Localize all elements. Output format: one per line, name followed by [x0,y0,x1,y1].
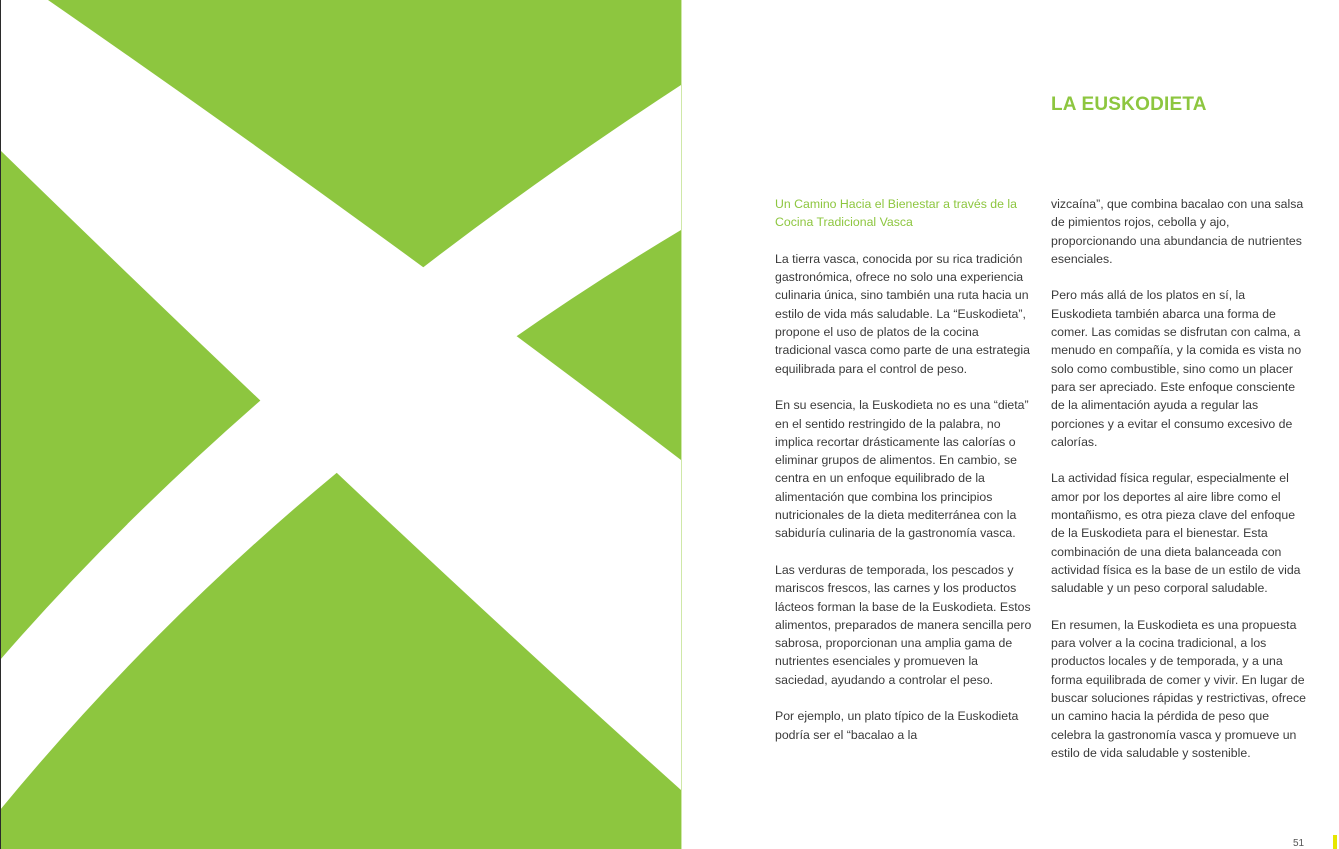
body-paragraph: Pero más allá de los platos en sí, la Euskodieta también abarca una forma de comer. Las comidas se disfrutan con calma, a menudo en compañía, y la comida es vista no solo como combustible, sino como un placer para ser apreciado. Este enfoque consciente de la alimentación ayuda a regular las porciones y a evitar el consumo excesivo de calorías. [1051,288,1302,449]
body-paragraph: La actividad física regular, especialmente el amor por los deportes al aire libre como el montañismo, es otra pieza clave del enfoque de la Euskodieta para el bienestar. Esta combinación de una dieta balanceada con actividad física es la base de un estilo de vida saludable y un peso corporal saludable. [1051,471,1301,596]
body-paragraph: En resumen, la Euskodieta es una propuesta para volver a la cocina tradicional, a los productos locales y de temporada, y a una forma equilibrada de comer y vivir. En lugar de buscar soluciones rápidas y restrictivas, ofrece un camino hacia la pérdida de peso que celebra la gastronomía vasca y promueve un estilo de vida saludable y sostenible. [1051,617,1306,760]
body-paragraph: En su esencia, la Euskodieta no es una “dieta” en el sentido restringido de la palabra, no implica recortar drásticamente las calorías o eliminar grupos de alimentos. En cambio, se centra en un enfoque equilibrado de la alimentación que combina los principios nutricionales de la dieta mediterránea con la sabiduría culinaria de la gastronomía vasca. [775,398,1029,541]
body-paragraph: Las verduras de temporada, los pescados y mariscos frescos, las carnes y los productos lácteos forman la base de la Euskodieta. Estos alimentos, preparados de manera sencilla pero sabrosa, proporcionan una amplia gama de nutrientes esenciales y promueven la saciedad, ayudando a controlar el peso. [775,562,1032,687]
body-paragraph: La tierra vasca, conocida por su rica tradición gastronómica, ofrece no solo una experiencia culinaria única, sino también una ruta hacia un estilo de vida más saludable. La “Euskodieta”, propone el uso de platos de la cocina tradicional vasca como parte de una estrategia equilibrada para el control de peso. [775,251,1030,376]
body-paragraph: Por ejemplo, un plato típico de la Euskodieta podría ser el “bacalao a la [775,709,1019,742]
section-subtitle: Un Camino Hacia el Bienestar a través de la Cocina Tradicional Vasca [775,197,1017,230]
text-column-right [1051,195,1309,781]
text-column-left [775,195,1033,762]
corner-mark [1333,835,1337,849]
page-title: LA EUSKODIETA [1051,94,1207,115]
body-paragraph: vizcaína”, que combina bacalao con una salsa de pimientos rojos, cebolla y ajo, proporcionando una abundancia de nutrientes esenciales. [1051,197,1304,266]
page-edge-line [0,0,1,849]
page-number: 51 [1293,838,1305,849]
